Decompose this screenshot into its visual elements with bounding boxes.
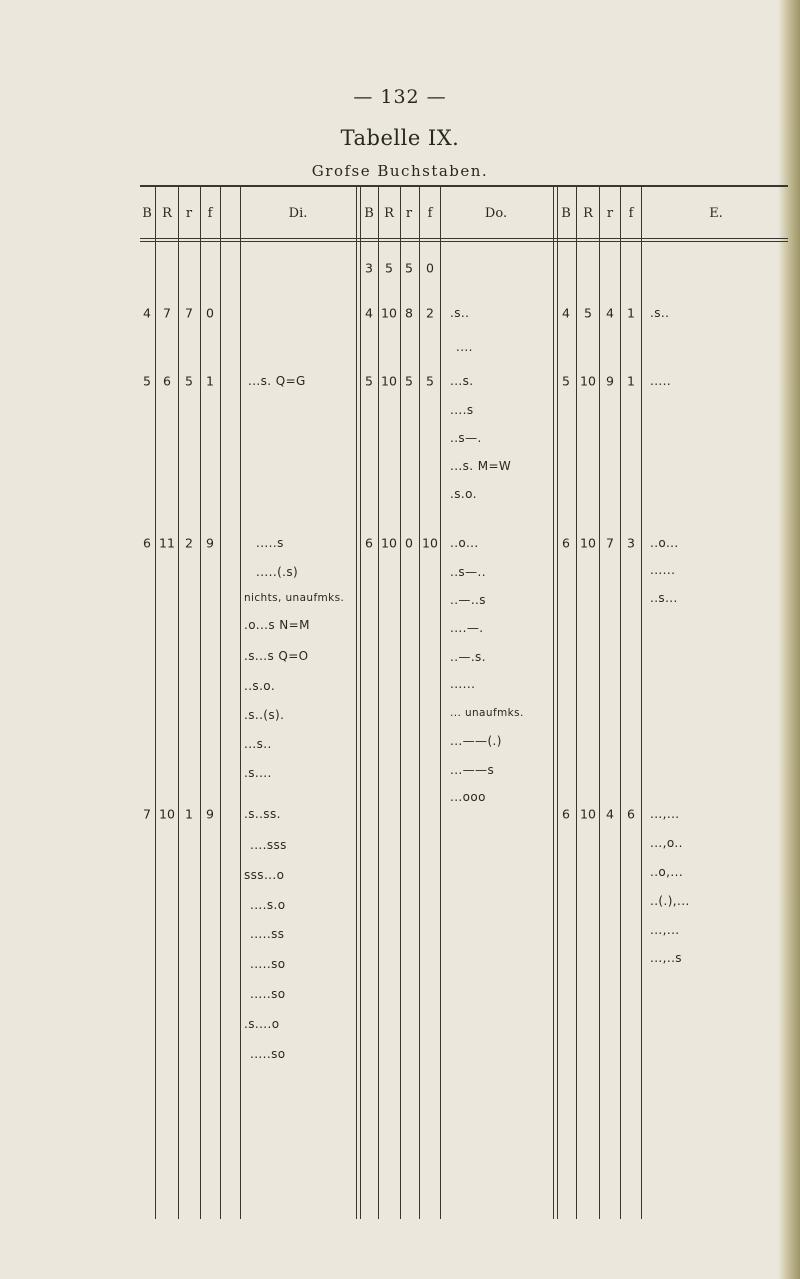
- do-entry: ...——(.): [450, 734, 502, 748]
- col-line: [419, 187, 420, 1219]
- e-cell: 7: [606, 535, 614, 551]
- do-cell: 10: [381, 535, 397, 551]
- col-line: [400, 187, 401, 1219]
- do-entry: ....: [456, 340, 473, 354]
- page-edge: [778, 0, 800, 1279]
- header-do-B: B: [364, 206, 374, 221]
- e-cell: 6: [627, 806, 635, 822]
- di-cell: 7: [143, 806, 151, 822]
- header-e-B: B: [561, 206, 571, 221]
- di-cell: 9: [206, 806, 214, 822]
- di-entry: ....sss: [250, 838, 287, 852]
- e-cell: 10: [580, 806, 596, 822]
- header-do-R: R: [384, 206, 394, 221]
- di-entry: nichts, unaufmks.: [244, 592, 345, 604]
- header-di-R: R: [162, 206, 172, 221]
- e-cell: 3: [627, 535, 635, 551]
- di-entry: .....so: [250, 957, 286, 971]
- di-cell: 9: [206, 535, 214, 551]
- do-entry: ..—..s: [450, 593, 486, 607]
- do-entry: .s.o.: [450, 487, 477, 501]
- table-subtitle: Grofse Buchstaben.: [311, 162, 489, 180]
- col-line: [200, 187, 201, 1219]
- do-entry: ..o...: [450, 536, 479, 550]
- col-line: [620, 187, 621, 1219]
- table-top-rule: [140, 185, 788, 187]
- do-entry: ...s.: [450, 374, 474, 388]
- header-rule: [140, 238, 788, 239]
- do-entry: ...ooo: [450, 790, 486, 804]
- e-entry: ......: [650, 563, 676, 577]
- block-divider: [557, 187, 558, 1219]
- di-entry: ...s. Q=G: [248, 374, 306, 388]
- col-line: [240, 187, 241, 1219]
- do-cell: 10: [381, 305, 397, 321]
- header-do-label: Do.: [484, 206, 508, 221]
- e-cell: 4: [562, 305, 570, 321]
- di-entry: ....s.o: [250, 898, 286, 912]
- e-entry: .....: [650, 374, 672, 388]
- header-di-f: f: [207, 206, 213, 221]
- page-number: — 132 —: [353, 86, 447, 108]
- e-cell: 1: [627, 305, 635, 321]
- e-entry: .s..: [650, 306, 670, 320]
- e-cell: 5: [584, 305, 592, 321]
- e-cell: 10: [580, 373, 596, 389]
- di-cell: 0: [206, 305, 214, 321]
- block-divider: [360, 187, 361, 1219]
- di-entry: .....s: [256, 536, 284, 550]
- e-cell: 9: [606, 373, 614, 389]
- header-e-r: r: [606, 206, 614, 221]
- col-line: [378, 187, 379, 1219]
- col-line: [576, 187, 577, 1219]
- table-title: Tabelle IX.: [340, 126, 460, 150]
- do-cell: 3: [365, 260, 373, 276]
- e-entry: ...,...: [650, 923, 680, 937]
- e-entry: ..(.),...: [650, 894, 690, 908]
- do-cell: 5: [426, 373, 434, 389]
- col-line: [220, 187, 221, 1219]
- do-entry: ..s—.: [450, 431, 482, 445]
- do-entry: ..—.s.: [450, 650, 486, 664]
- do-entry: ..s—..: [450, 565, 486, 579]
- e-cell: 5: [562, 373, 570, 389]
- di-entry: .....so: [250, 987, 286, 1001]
- do-entry: ......: [450, 677, 476, 691]
- di-entry: .....ss: [250, 927, 285, 941]
- col-line: [440, 187, 441, 1219]
- do-cell: 10: [381, 373, 397, 389]
- do-cell: 10: [422, 535, 438, 551]
- e-entry: ...,..s: [650, 951, 682, 965]
- di-cell: 7: [163, 305, 171, 321]
- di-cell: 5: [185, 373, 193, 389]
- di-cell: 6: [163, 373, 171, 389]
- col-line: [155, 187, 156, 1219]
- col-line: [599, 187, 600, 1219]
- di-entry: .....(.s): [256, 565, 299, 579]
- do-cell: 5: [365, 373, 373, 389]
- e-cell: 6: [562, 806, 570, 822]
- do-cell: 5: [405, 260, 413, 276]
- header-e-f: f: [628, 206, 634, 221]
- di-cell: 10: [159, 806, 175, 822]
- di-entry: ...s..: [244, 737, 272, 751]
- di-entry: sss...o: [244, 868, 285, 882]
- di-cell: 7: [185, 305, 193, 321]
- e-entry: ..o,...: [650, 865, 684, 879]
- header-do-f: f: [427, 206, 433, 221]
- block-divider: [553, 187, 554, 1219]
- do-cell: 8: [405, 305, 413, 321]
- e-cell: 6: [562, 535, 570, 551]
- di-cell: 2: [185, 535, 193, 551]
- header-do-r: r: [405, 206, 413, 221]
- di-cell: 5: [143, 373, 151, 389]
- di-entry: .o...s N=M: [244, 618, 310, 632]
- di-cell: 6: [143, 535, 151, 551]
- do-cell: 2: [426, 305, 434, 321]
- di-entry: .....so: [250, 1047, 286, 1061]
- di-cell: 1: [206, 373, 214, 389]
- di-entry: .s...s Q=O: [244, 649, 309, 663]
- e-cell: 4: [606, 806, 614, 822]
- do-entry: ...——s: [450, 763, 495, 777]
- col-line: [178, 187, 179, 1219]
- do-entry: ....s: [450, 403, 474, 417]
- do-cell: 6: [365, 535, 373, 551]
- col-line: [641, 187, 642, 1219]
- block-divider: [356, 187, 357, 1219]
- header-di-B: B: [142, 206, 152, 221]
- e-cell: 4: [606, 305, 614, 321]
- di-entry: .s....: [244, 766, 272, 780]
- e-entry: ...,...: [650, 807, 680, 821]
- di-cell: 1: [185, 806, 193, 822]
- do-cell: 5: [405, 373, 413, 389]
- header-rule-2: [140, 241, 788, 242]
- header-di-label: Di.: [288, 206, 308, 221]
- di-cell: 11: [159, 535, 175, 551]
- e-entry: ..o...: [650, 536, 679, 550]
- do-cell: 5: [385, 260, 393, 276]
- do-cell: 4: [365, 305, 373, 321]
- di-entry: .s..(s).: [244, 708, 285, 722]
- e-cell: 1: [627, 373, 635, 389]
- header-e-R: R: [583, 206, 593, 221]
- do-cell: 0: [405, 535, 413, 551]
- di-cell: 4: [143, 305, 151, 321]
- header-di-r: r: [185, 206, 193, 221]
- di-entry: ..s.o.: [244, 679, 276, 693]
- e-cell: 10: [580, 535, 596, 551]
- do-entry: ....—.: [450, 621, 484, 635]
- di-entry: .s....o: [244, 1017, 280, 1031]
- do-cell: 0: [426, 260, 434, 276]
- do-entry: ... unaufmks.: [450, 707, 524, 719]
- e-entry: ..s...: [650, 591, 678, 605]
- di-entry: .s..ss.: [244, 807, 281, 821]
- do-entry: .s..: [450, 306, 470, 320]
- do-entry: ...s. M=W: [450, 459, 512, 473]
- e-entry: ...,o..: [650, 836, 683, 850]
- header-e-label: E.: [709, 206, 723, 221]
